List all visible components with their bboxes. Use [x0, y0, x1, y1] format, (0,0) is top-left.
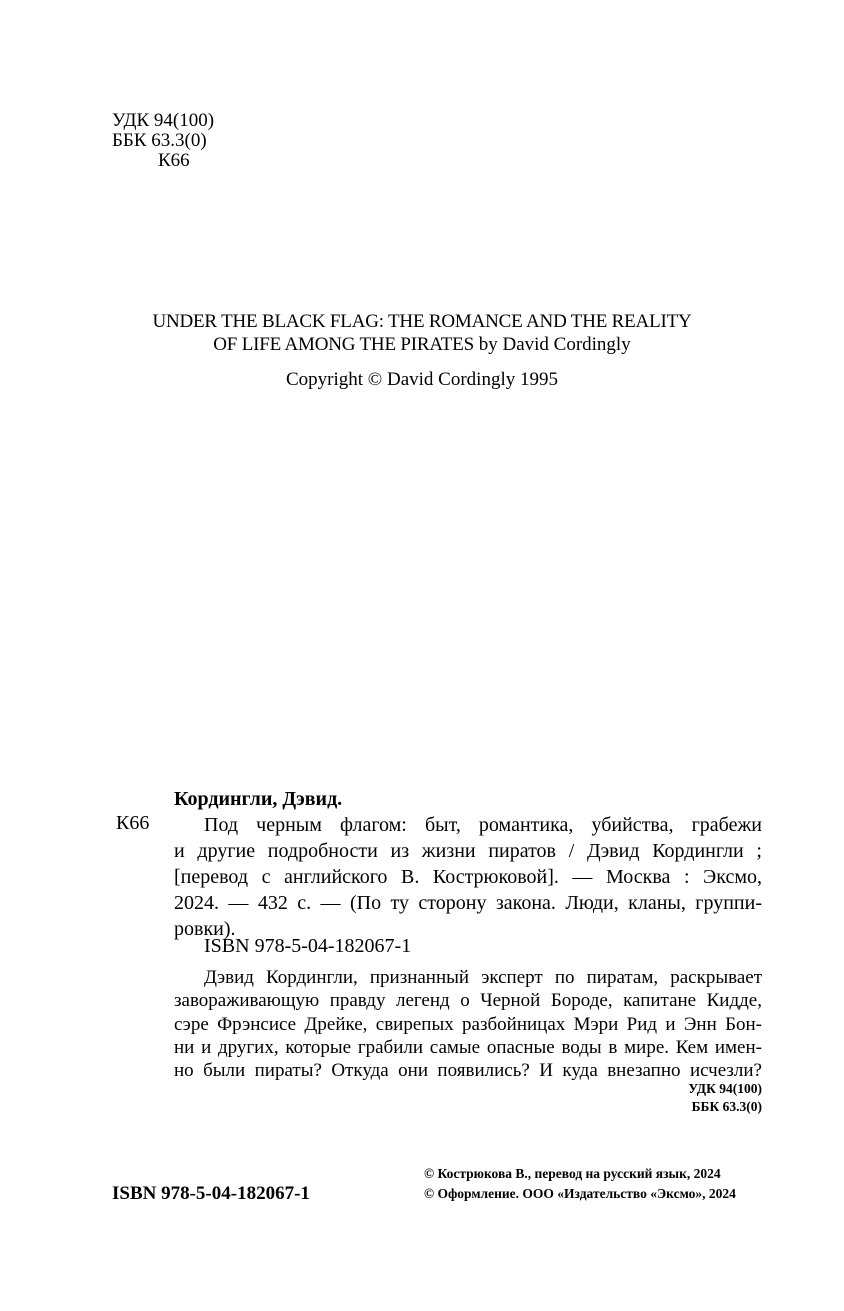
record-author-sign: К66 [116, 812, 150, 834]
bbk-code: ББК 63.3(0) [112, 130, 207, 151]
annotation-line: завораживающую правду легенд о Черной Бороде, капитане Кидде, [174, 990, 762, 1012]
annotation-line: ни и других, которые грабили самые опасные воды в мире. Кем имен- [174, 1036, 762, 1058]
author-sign-code: К66 [158, 150, 190, 171]
udk-code: УДК 94(100) [112, 110, 215, 131]
annotation [174, 966, 762, 1082]
udk-code-right: УДК 94(100) [688, 1081, 762, 1096]
record-line: Под черным флагом: быт, романтика, убийства, грабежи [204, 814, 762, 836]
footer-copyright-translation: © Кострюкова В., перевод на русский язык, 2024 [424, 1166, 721, 1181]
original-copyright: Copyright © David Cordingly 1995 [286, 369, 558, 390]
original-title-line-1: UNDER THE BLACK FLAG: THE ROMANCE AND THE REALITY [152, 311, 692, 332]
annotation-line: Дэвид Кордингли, признанный эксперт по пиратам, раскрывает [204, 967, 762, 988]
original-title-line-2 [0, 333, 844, 356]
record-line: 2024. — 432 с. — (По ту сторону закона. Люди, кланы, группи- [174, 892, 762, 914]
record-line: ровки). [174, 918, 236, 940]
original-author: by David Cordingly [473, 334, 631, 355]
footer-copyright-design: © Оформление. ООО «Издательство «Эксмо», 2024 [424, 1186, 736, 1201]
record-author: Кордингли, Дэвид. [174, 788, 343, 810]
original-title-part-2: OF LIFE AMONG THE PIRATES [213, 334, 474, 355]
record-description [174, 812, 762, 942]
annotation-line: сэре Фрэнсисе Дрейке, свирепых разбойницах Мэри Рид и Энн Бон- [174, 1013, 762, 1035]
record-isbn: ISBN 978-5-04-182067-1 [204, 935, 412, 957]
record-line: и другие подробности из жизни пиратов / Дэвид Кордингли ; [174, 840, 762, 862]
record-line: [перевод с английского В. Кострюковой]. — Москва : Эксмо, [174, 866, 762, 888]
footer-isbn: ISBN 978-5-04-182067-1 [112, 1183, 310, 1204]
annotation-line: но были пираты? Откуда они появились? И куда внезапно исчезли? [174, 1060, 762, 1082]
bbk-code-right: ББК 63.3(0) [691, 1099, 762, 1114]
